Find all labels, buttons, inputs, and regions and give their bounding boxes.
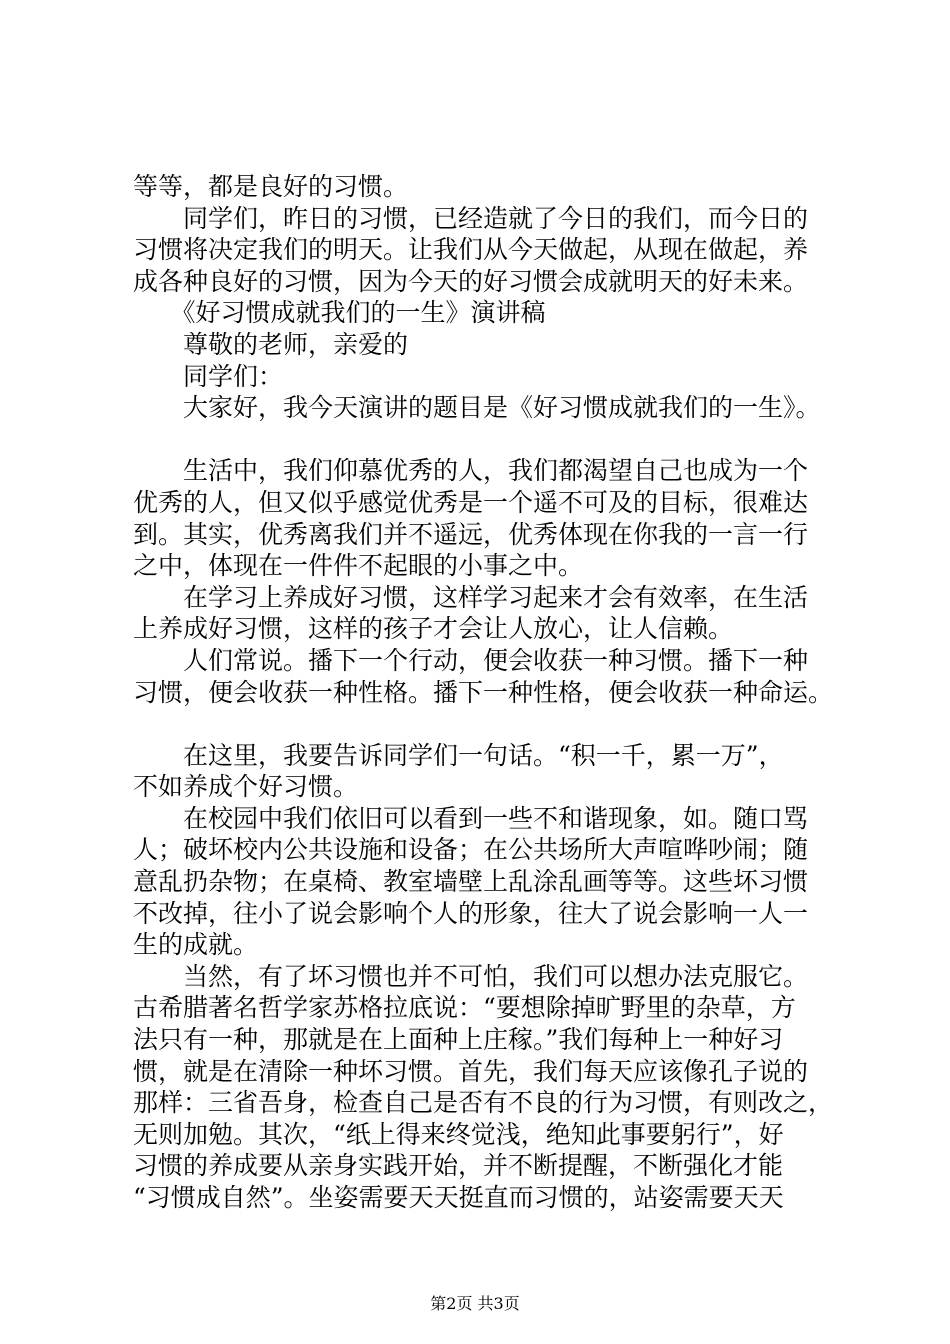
- text-line: 同学们：: [133, 361, 284, 391]
- text-line: 《好习惯成就我们的一生》演讲稿: [133, 298, 546, 328]
- text-line: 尊敬的老师，亲爱的: [133, 329, 409, 359]
- text-line: 在校园中我们依旧可以看到一些不和谐现象，如。随口骂: [133, 803, 809, 833]
- text-line: 等等，都是良好的习惯。: [133, 172, 409, 201]
- text-line: 优秀的人，但又似乎感觉优秀是一个遥不可及的目标，很难达: [133, 487, 809, 517]
- text-line: 在这里，我要告诉同学们一句话。“积一千，累一万”，: [133, 740, 784, 770]
- text-line: 到。其实，优秀离我们并不遥远，优秀体现在你我的一言一行: [133, 519, 809, 549]
- text-line: 意乱扔杂物；在桌椅、教室墙壁上乱涂乱画等等。这些坏习惯: [133, 867, 809, 897]
- document-body: [133, 171, 853, 1214]
- text-line: 人们常说。播下一个行动，便会收获一种习惯。播下一种: [133, 645, 809, 675]
- text-line: 生的成就。: [133, 930, 259, 960]
- text-line: 同学们，昨日的习惯，已经造就了今日的我们，而今日的: [133, 203, 809, 233]
- text-line: 人；破坏校内公共设施和设备；在公共场所大声喧哗吵闹；随: [133, 835, 809, 865]
- text-line: 法只有一种，那就是在上面种上庄稼。”我们每种上一种好习: [133, 1025, 784, 1055]
- text-line: 习惯将决定我们的明天。让我们从今天做起，从现在做起，养: [133, 235, 809, 265]
- text-line: 当然，有了坏习惯也并不可怕，我们可以想办法克服它。: [133, 961, 809, 991]
- text-line: 上养成好习惯，这样的孩子才会让人放心，让人信赖。: [133, 614, 734, 644]
- text-line: 不如养成个好习惯。: [133, 772, 359, 802]
- text-line: 习惯的养成要从亲身实践开始，并不断提醒，不断强化才能: [133, 1151, 784, 1181]
- text-line: 生活中，我们仰慕优秀的人，我们都渴望自己也成为一个: [133, 456, 809, 486]
- text-line: [133, 708, 853, 740]
- text-line: 习惯，便会收获一种性格。播下一种性格，便会收获一种命运。: [133, 677, 834, 707]
- text-line: 不改掉，往小了说会影响个人的形象，往大了说会影响一人一: [133, 898, 809, 928]
- text-line: 在学习上养成好习惯，这样学习起来才会有效率，在生活: [133, 582, 809, 612]
- text-line: [133, 424, 853, 456]
- text-line: 成各种良好的习惯，因为今天的好习惯会成就明天的好未来。: [133, 266, 809, 296]
- text-line: 之中，体现在一件件不起眼的小事之中。: [133, 551, 584, 581]
- text-line: 无则加勉。其次，“纸上得来终觉浅，绝知此事要躬行”，好: [133, 1119, 784, 1149]
- page-footer: 第2页 共3页: [430, 1294, 520, 1313]
- text-line: 那样：三省吾身，检查自己是否有不良的行为习惯，有则改之，: [133, 1088, 834, 1118]
- text-line: 古希腊著名哲学家苏格拉底说：“要想除掉旷野里的杂草，方: [133, 993, 796, 1023]
- text-line: 大家好，我今天演讲的题目是《好习惯成就我们的一生》。: [133, 393, 821, 423]
- text-line: “习惯成自然”。坐姿需要天天挺直而习惯的，站姿需要天天: [133, 1183, 784, 1212]
- text-line: 惯，就是在清除一种坏习惯。首先，我们每天应该像孔子说的: [133, 1056, 809, 1086]
